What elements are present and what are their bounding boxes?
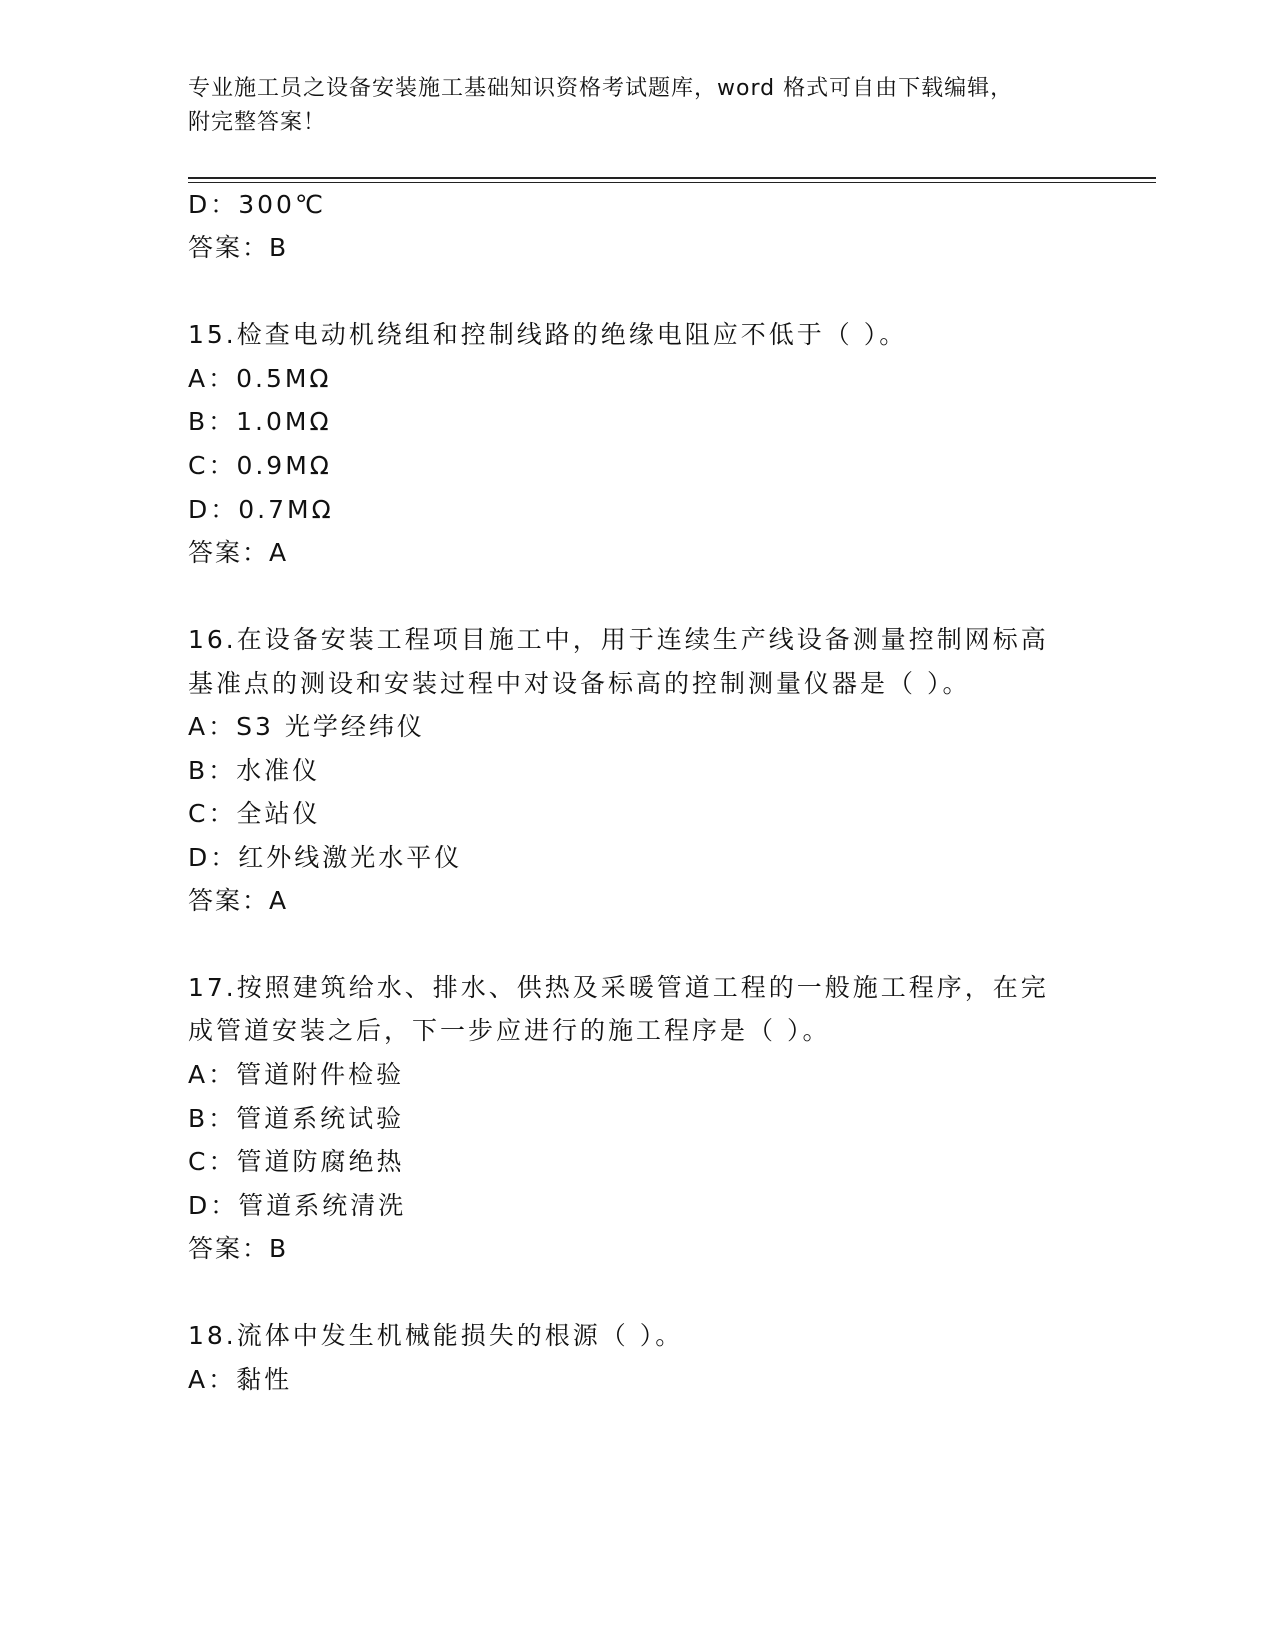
option-d: D：管道系统清洗 [188,1191,407,1220]
option-b: B：1.0MΩ [188,407,332,436]
option-b: B：水准仪 [188,756,321,785]
option-c: C：0.9MΩ [188,451,332,480]
option-a: A：管道附件检验 [188,1060,405,1089]
answer: 答案：B [188,1234,289,1263]
option-b: B：管道系统试验 [188,1104,405,1133]
question-stem: 15.检查电动机绕组和控制线路的绝缘电阻应不低于（ ）。 [188,320,908,349]
answer: 答案：B [188,233,289,262]
question-stem: 16.在设备安装工程项目施工中，用于连续生产线设备测量控制网标高 [188,625,1049,654]
option-d: D：0.7MΩ [188,495,334,524]
option-a: A：0.5MΩ [188,364,332,393]
answer: 答案：A [188,886,289,915]
question-stem: 18.流体中发生机械能损失的根源（ ）。 [188,1321,684,1350]
document-header: 专业施工员之设备安装施工基础知识资格考试题库，word 格式可自由下载编辑， 附完整答案！ [188,76,1014,135]
question-stem: 17.按照建筑给水、排水、供热及采暖管道工程的一般施工程序，在完 [188,973,1049,1002]
header-rule-thin [188,182,1156,183]
option-c: C：全站仪 [188,799,321,828]
option-c: C：管道防腐绝热 [188,1147,405,1176]
answer: 答案：A [188,538,289,567]
question-stem-continued: 成管道安装之后，下一步应进行的施工程序是（ ）。 [188,1016,831,1045]
question-stem-continued: 基准点的测设和安装过程中对设备标高的控制测量仪器是（ ）。 [188,669,971,698]
option-a: A：黏性 [188,1365,293,1394]
option-a: A：S3 光学经纬仪 [188,712,425,741]
option-d: D：300℃ [188,190,327,219]
option-d: D：红外线激光水平仪 [188,843,463,872]
header-rule-thick [188,177,1156,179]
